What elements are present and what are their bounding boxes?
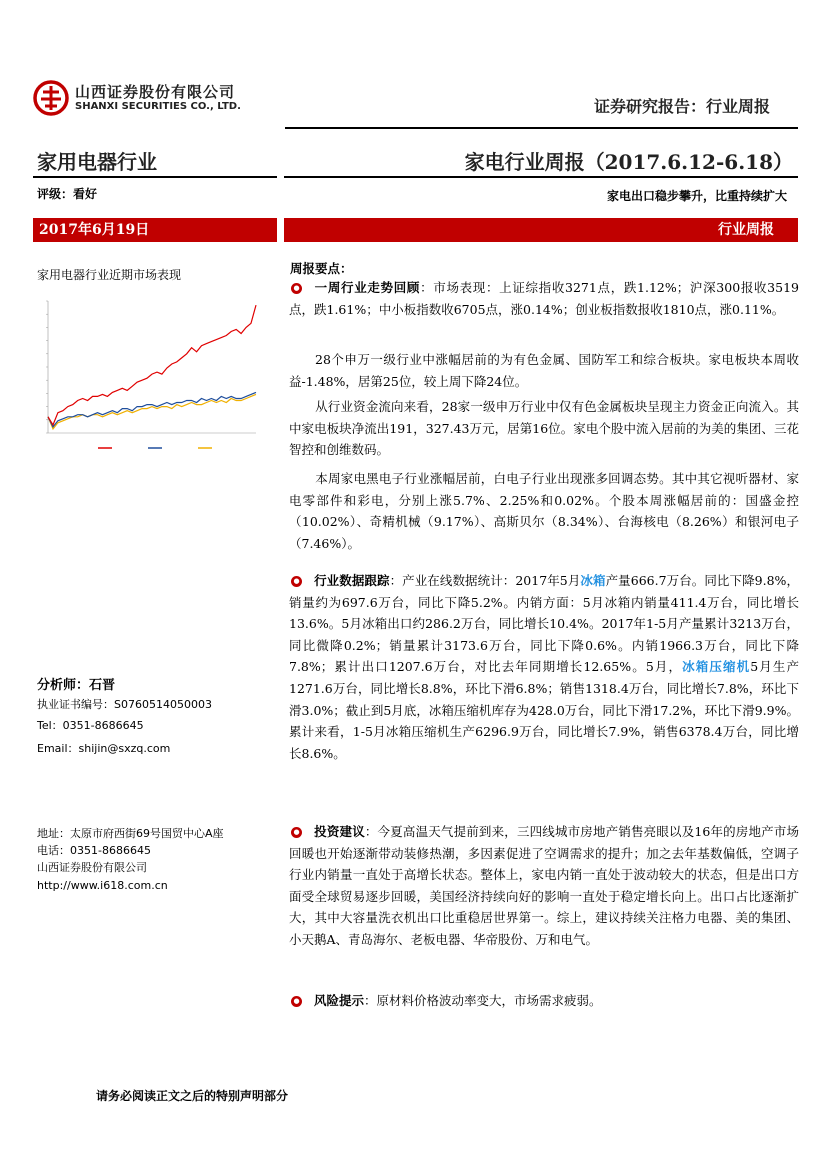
paragraph-text: 本周家电黑电子行业涨幅居前，白电子行业出现涨多回调态势。其中其它视听器材、家电零部件和彩电，分别上涨5.7%、2.25%和0.02%。个股本周涨幅居前的：国盛金控（10.02%）、奇精机械（9.17%）、高斯贝尔（8.34%）、台海核电（8.26%）和银河电子（7.46%）。	[289, 471, 799, 551]
analyst-cert: 执业证书编号：S0760514050003	[37, 698, 212, 711]
disclaimer-note: 请务必阅读正文之后的特别声明部分	[96, 1089, 289, 1103]
section-industry-data	[289, 570, 799, 764]
date-bar: 2017年6月19日	[33, 218, 277, 242]
chart-title: 家用电器行业近期市场表现	[37, 268, 182, 282]
company-website[interactable]: http://www.i618.com.cn	[37, 879, 168, 892]
company-name-cn: 山西证券股份有限公司	[75, 83, 236, 101]
bullet-icon: ●	[291, 576, 302, 587]
section-market-review	[289, 277, 799, 320]
analyst-email: Email：shijin@sxzq.com	[37, 742, 171, 755]
analyst-name: 分析师：石晋	[37, 678, 116, 693]
market-performance-chart	[36, 293, 260, 459]
company-phone: 电话：0351-8686645	[37, 844, 151, 857]
paragraph-capital-flow	[289, 396, 799, 461]
rating: 评级：看好	[37, 187, 98, 201]
section-text: ：今夏高温天气提前到来，三四线城市房地产销售亮眼以及16年的房地产市场回暖也开始逐渐带动装修热潮，多因素促进了空调需求的提升；加之去年基数偏低，空调子行业内销量一直处于高增长状态。整体上，家电内销一直处于波动较大的状态，但是出口方面受全球贸易逐步回暖，美国经济持续向好的影响一直处于稳定增长向上。出口占比逐渐扩大，其中大容量洗衣机出口比重稳居世界第一。综上，建议持续关注格力电器、美的集团、小天鹅A、青岛海尔、老板电器、华帝股份、万和电气。	[289, 824, 799, 947]
paragraph-subsector	[289, 468, 799, 554]
paragraph-text: 从行业资金流向来看，28家一级申万行业中仅有色金属板块呈现主力资金正向流入。其中家电板块净流出191，327.43万元，居第16位。家电个股中流入居前的为美的集团、三花智控和创维数码。	[289, 399, 799, 458]
chart-axes	[48, 301, 256, 433]
company-name-en: SHANXI SECURITIES CO., LTD.	[75, 101, 241, 112]
section-label: 一周行业走势回顾	[314, 280, 421, 295]
company-name: 山西证券股份有限公司	[37, 861, 147, 874]
section-risk	[289, 990, 799, 1012]
section-text: ：市场表现：上证综指收3271点，跌1.12%；沪深300报收3519点，跌1.61%；中小板指数收6705点，涨0.14%；创业板指数报收1810点，涨0.11%。	[289, 280, 799, 317]
section-label: 投资建议	[314, 824, 365, 839]
report-subtitle: 家电出口稳步攀升，比重持续扩大	[606, 189, 787, 203]
section-text: 产量666.7万台。同比下降9.8%，销量约为697.6万台，同比下降5.2%。内销方面：5月冰箱内销量411.4万台，同比增长13.6%。5月冰箱出口约286.2万台，同比增长10.4%。2017年1-5月产量累计3213万台，同比微降0.2%；销量累计3173.6万台，同比下降0.6%。内销1966.3万台，同比下降7.8%；累计出口1207.6万台，对比去年同期增长12.65%。5月，	[289, 573, 799, 675]
highlight-keyword[interactable]: 冰箱	[580, 573, 606, 588]
title-rule-left	[33, 176, 277, 178]
section-label: 行业数据跟踪	[314, 573, 390, 588]
company-address: 地址：太原市府西街69号国贸中心A座	[37, 827, 224, 840]
paragraph-industry-ranking	[289, 349, 799, 392]
paragraph-text: 28个申万一级行业中涨幅居前的为有色金属、国防军工和综合板块。家电板块本周收益-1.48%，居第25位，较上周下降24位。	[289, 352, 799, 389]
series-line-1	[48, 392, 256, 427]
company-logo-icon	[33, 80, 69, 116]
bullet-icon: ●	[291, 996, 302, 1007]
section-text: ：原材料价格波动率变大，市场需求疲弱。	[364, 993, 602, 1008]
section-text: ：产业在线数据统计：2017年5月	[389, 573, 581, 588]
industry-name: 家用电器行业	[37, 150, 157, 174]
report-title: 家电行业周报（2017.6.12-6.18）	[464, 150, 793, 174]
category-bar: 行业周报	[284, 218, 798, 242]
bullet-icon: ●	[291, 283, 302, 294]
title-rule-right	[284, 176, 798, 178]
section-investment-advice	[289, 821, 799, 951]
section-label: 风险提示	[314, 993, 365, 1008]
header-rule	[285, 127, 798, 129]
summary-heading: 周报要点：	[290, 261, 353, 276]
section-text: 5月生产1271.6万台，同比增长8.8%，环比下滑6.8%；销售1318.4万台，同比增长7.8%，环比下滑3.0%；截止到5月底，冰箱压缩机库存为428.0万台，同比下滑17.2%，环比下滑9.9%。累计来看，1-5月冰箱压缩机生产6296.9万台，同比增长7.9%，销售6378.4万台，同比增长8.6%。	[289, 659, 799, 761]
bullet-icon: ●	[291, 827, 302, 838]
report-type: 证券研究报告：行业周报	[593, 97, 770, 116]
highlight-keyword[interactable]: 冰箱压缩机	[682, 659, 751, 675]
analyst-tel: Tel：0351-8686645	[37, 719, 144, 732]
